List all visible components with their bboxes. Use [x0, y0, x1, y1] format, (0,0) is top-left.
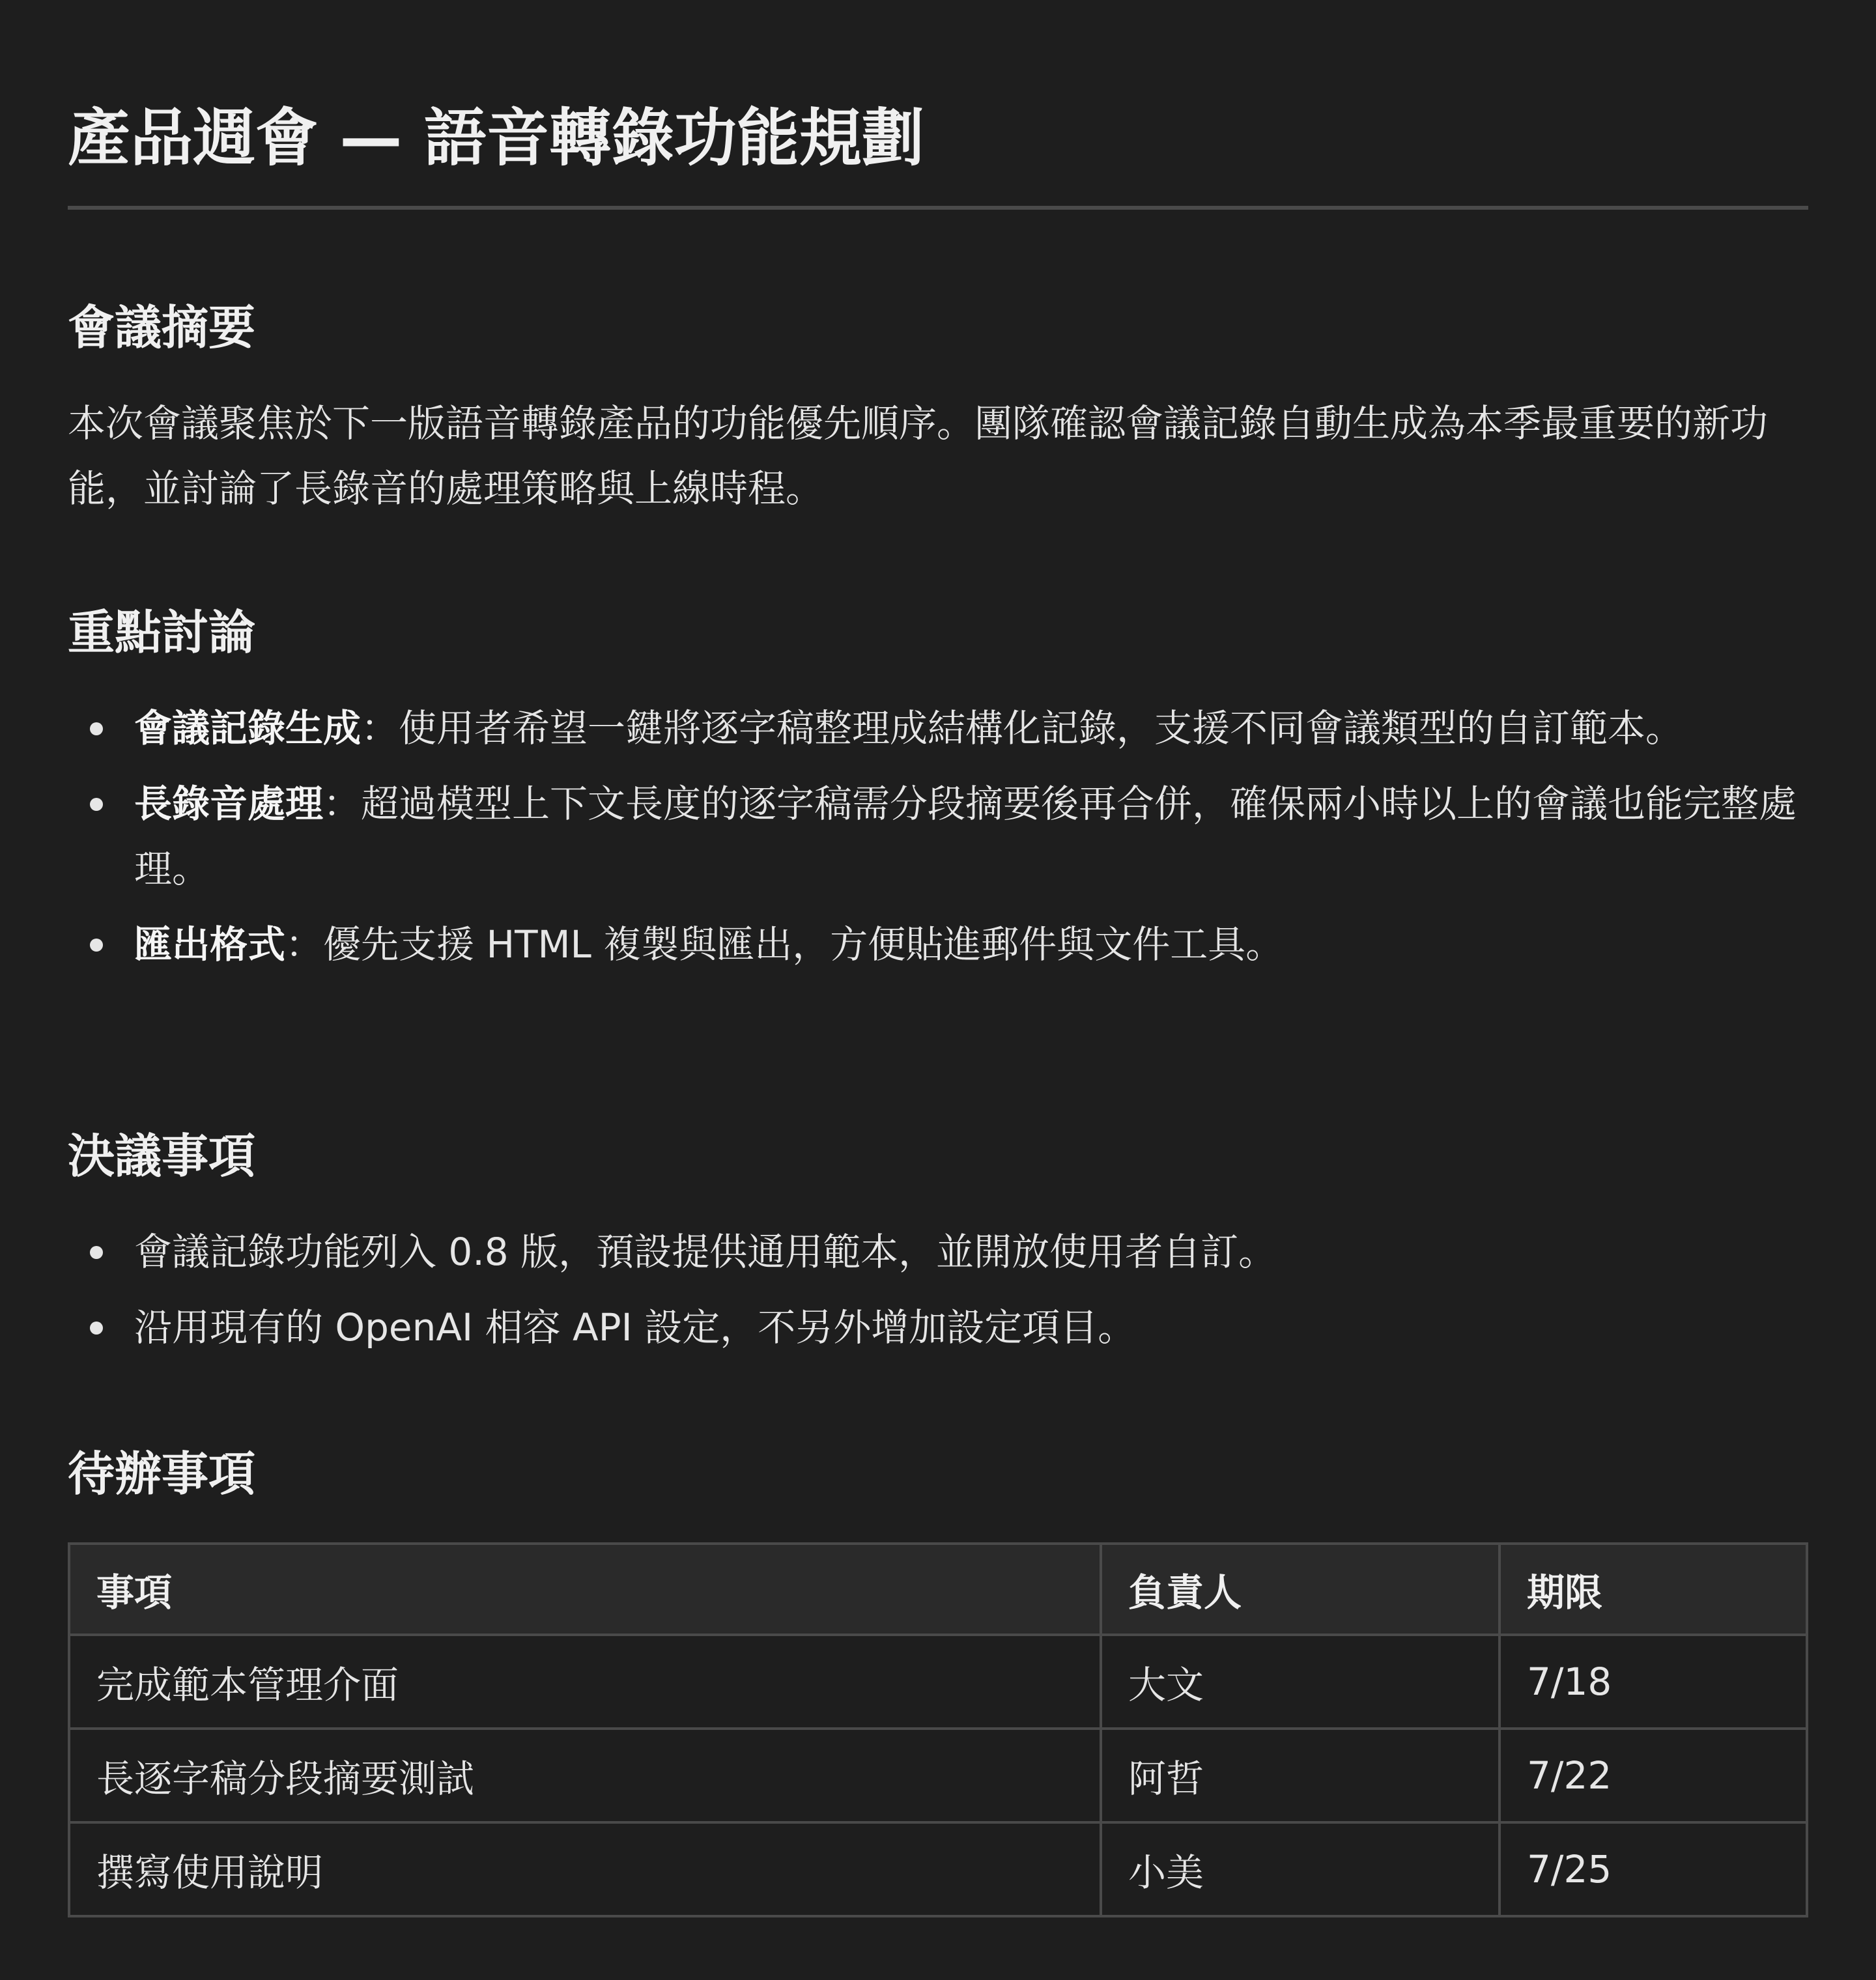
list-item: [68, 912, 1813, 977]
bullet-icon: [90, 939, 103, 952]
bullet-icon: [90, 798, 103, 811]
task-cell: 長逐字稿分段摘要測試: [69, 1729, 1101, 1822]
list-item-desc: 優先支援 HTML 複製與匯出，方便貼進郵件與文件工具。: [323, 922, 1284, 967]
column-header-owner: 負責人: [1101, 1544, 1499, 1635]
decisions-list: [68, 1219, 1813, 1360]
list-item-text: 會議記錄功能列入 0.8 版，預設提供通用範本，並開放使用者自訂。: [134, 1230, 1277, 1274]
owner-cell: 小美: [1101, 1822, 1499, 1916]
list-item: [68, 1219, 1813, 1284]
due-cell: 7/18: [1499, 1635, 1807, 1729]
task-cell: 撰寫使用說明: [69, 1822, 1101, 1916]
summary-paragraph: 本次會議聚焦於下一版語音轉錄產品的功能優先順序。團隊確認會議記錄自動生成為本季最重要的新功能，並討論了長錄音的處理策略與上線時程。: [68, 401, 1769, 511]
table-header-row: [69, 1544, 1807, 1635]
task-cell: 完成範本管理介面: [69, 1635, 1101, 1729]
document-title: 產品週會 — 語音轉錄功能規劃: [68, 102, 924, 175]
list-item-text: 沿用現有的 OpenAI 相容 API 設定，不另外增加設定項目。: [134, 1305, 1136, 1350]
column-header-task: 事項: [69, 1544, 1101, 1635]
due-cell: 7/22: [1499, 1729, 1807, 1822]
due-cell: 7/25: [1499, 1822, 1807, 1916]
owner-cell: 阿哲: [1101, 1729, 1499, 1822]
list-item-separator: ：: [361, 706, 399, 750]
column-header-due: 期限: [1499, 1544, 1807, 1635]
list-item-separator: ：: [323, 782, 362, 826]
title-divider: [68, 206, 1808, 210]
bullet-icon: [90, 1246, 103, 1259]
discussion-heading: 重點討論: [68, 605, 256, 660]
discussion-list: [68, 696, 1813, 977]
list-item-term: 匯出格式: [134, 922, 286, 967]
list-item-desc: 超過模型上下文長度的逐字稿需分段摘要後再合併，確保兩小時以上的會議也能完整處理。: [134, 782, 1797, 891]
bullet-icon: [90, 722, 103, 735]
list-item-term: 會議記錄生成: [134, 706, 362, 750]
list-item-separator: ：: [285, 922, 324, 967]
list-item-term: 長錄音處理: [134, 782, 324, 826]
bullet-icon: [90, 1322, 103, 1335]
list-item: [68, 771, 1813, 901]
decisions-heading: 決議事項: [68, 1129, 256, 1183]
list-item-desc: 使用者希望一鍵將逐字稿整理成結構化記錄，支援不同會議類型的自訂範本。: [399, 706, 1684, 750]
todos-heading: 待辦事項: [68, 1447, 256, 1501]
summary-heading: 會議摘要: [68, 300, 256, 355]
table-row: [69, 1822, 1807, 1916]
owner-cell: 大文: [1101, 1635, 1499, 1729]
list-item: [68, 696, 1813, 761]
todo-table: [68, 1542, 1808, 1917]
list-item: [68, 1295, 1813, 1360]
table-row: [69, 1635, 1807, 1729]
table-row: [69, 1729, 1807, 1822]
